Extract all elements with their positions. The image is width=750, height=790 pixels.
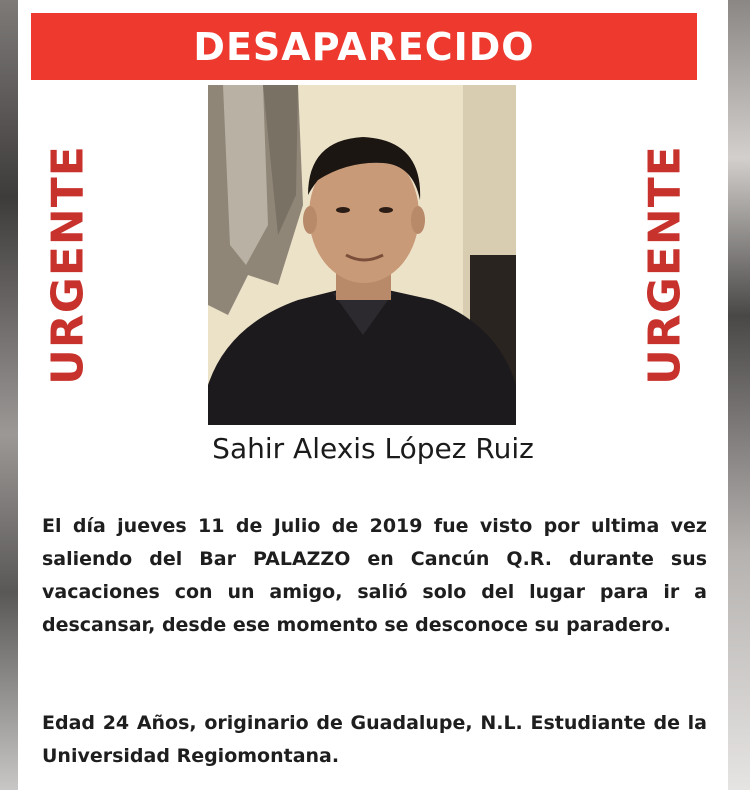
urgent-label-right: URGENTE xyxy=(639,145,691,385)
description-paragraph-1: El día jueves 11 de Julio de 2019 fue visto por ultima vez saliendo del Bar PALAZZO en Cancún Q.R. durante sus vacaciones con un amigo, salió solo del lugar para ir a descansar, desde ese momento se desconoce su paradero. xyxy=(42,515,707,636)
background-edge-right xyxy=(728,0,750,790)
missing-person-poster xyxy=(18,0,728,790)
person-name: Sahir Alexis López Ruiz xyxy=(212,432,534,465)
background-edge-left xyxy=(0,0,18,790)
urgent-label-left: URGENTE xyxy=(42,145,94,385)
description-paragraph-2: Edad 24 Años, originario de Guadalupe, N.L. Estudiante de la Universidad Regiomontana. xyxy=(42,712,707,767)
person-photo-illustration xyxy=(208,85,516,425)
title-banner xyxy=(31,13,697,80)
banner-title: DESAPARECIDO xyxy=(193,24,535,69)
person-photo xyxy=(208,85,516,425)
